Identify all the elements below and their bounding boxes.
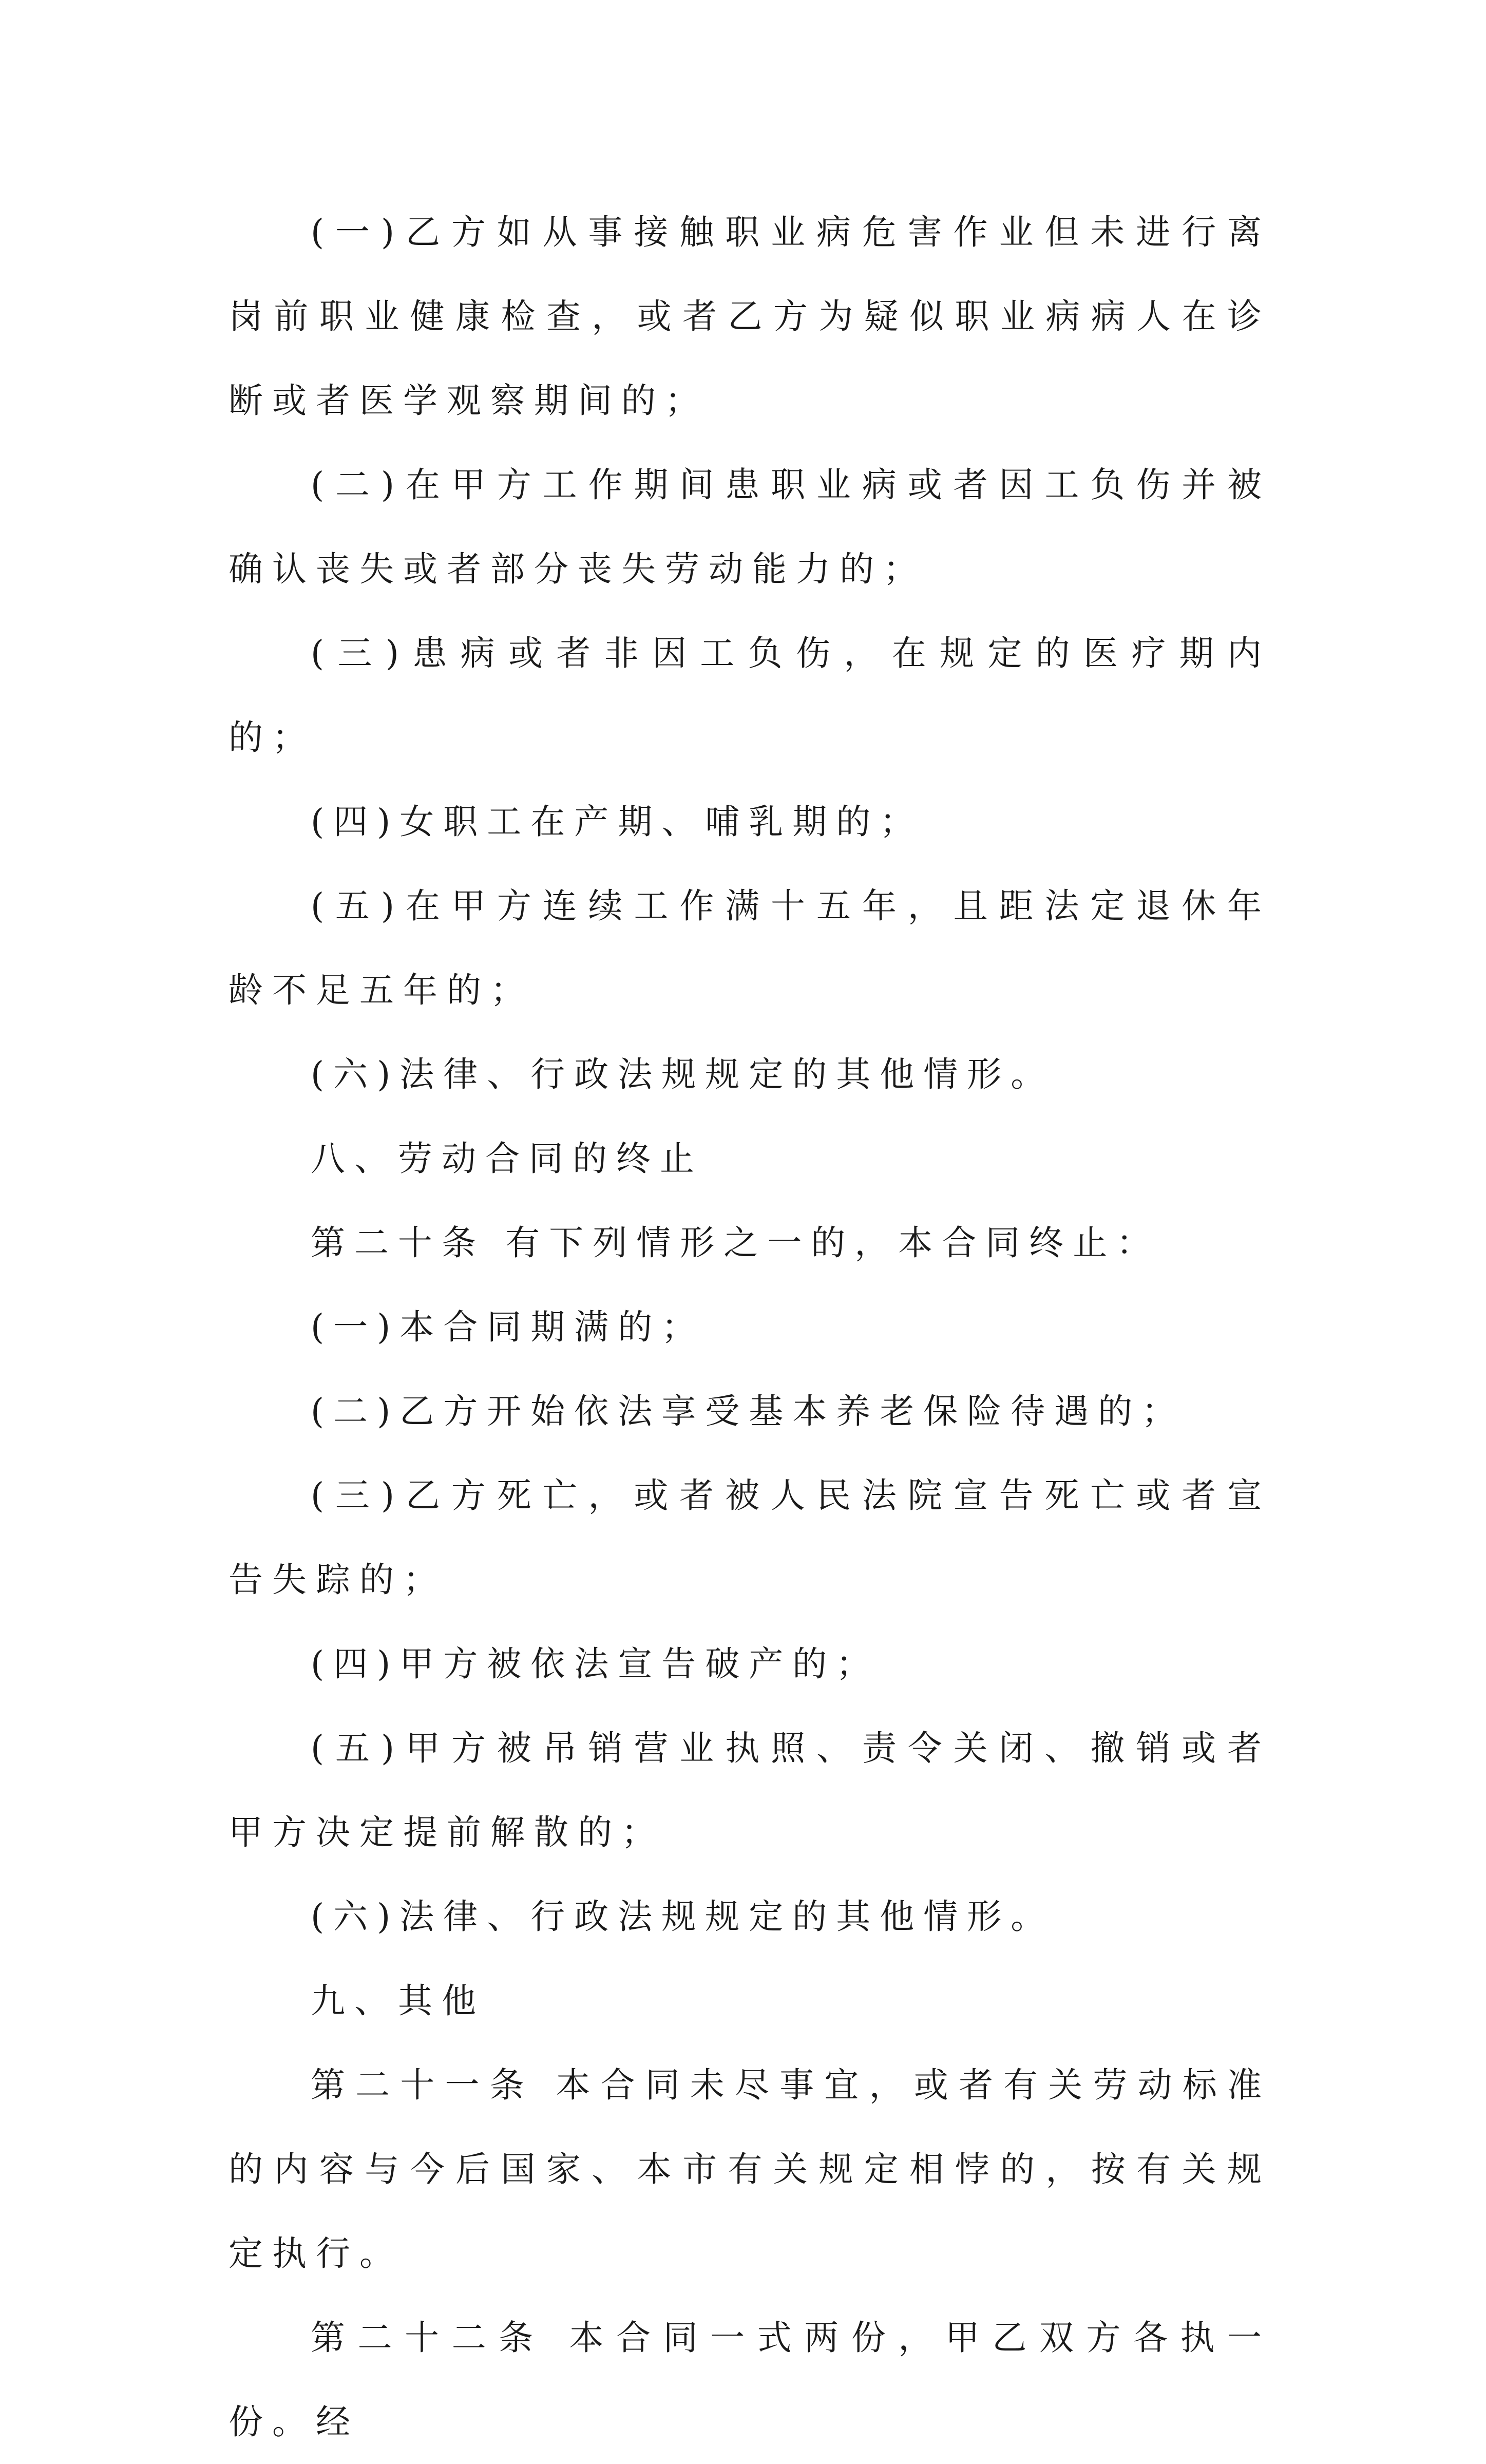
section-heading-termination: 八、劳动合同的终止 [311, 1139, 703, 1179]
section-heading-other: 九、其他 [311, 1981, 485, 2021]
article-21: 第二十一条 本合同未尽事宜，或者有关劳动标准的内容与今后国家、本市有关规定相悖的，按有关规定执行。 [228, 2065, 1271, 2273]
article-20: 第二十条 有下列情形之一的，本合同终止： [311, 1223, 1160, 1263]
paragraph-termination-2: (二)乙方开始依法享受基本养老保险待遇的； [311, 1391, 1186, 1431]
paragraph-clause-3: (三)患病或者非因工负伤，在规定的医疗期内的； [228, 633, 1271, 757]
article-22: 第二十二条 本合同一式两份，甲乙双方各执一份。经 [228, 2318, 1271, 2442]
paragraph-clause-5: (五)在甲方连续工作满十五年，且距法定退休年龄不足五年的； [228, 886, 1271, 1010]
paragraph-clause-6: (六)法律、行政法规规定的其他情形。 [311, 1054, 1055, 1094]
paragraph-termination-4: (四)甲方被依法宣告破产的； [311, 1644, 880, 1684]
paragraph-clause-4: (四)女职工在产期、哺乳期的； [311, 802, 924, 842]
paragraph-clause-1: (一)乙方如从事接触职业病危害作业但未进行离岗前职业健康检查，或者乙方为疑似职业病病人在诊断或者医学观察期间的； [228, 212, 1271, 421]
document-body [228, 190, 1271, 2464]
paragraph-termination-3: (三)乙方死亡，或者被人民法院宣告死亡或者宣告失踪的； [228, 1475, 1271, 1600]
paragraph-termination-1: (一)本合同期满的； [311, 1307, 706, 1347]
paragraph-clause-2: (二)在甲方工作期间患职业病或者因工负伤并被确认丧失或者部分丧失劳动能力的； [228, 465, 1271, 589]
paragraph-termination-6: (六)法律、行政法规规定的其他情形。 [311, 1897, 1055, 1937]
paragraph-termination-5: (五)甲方被吊销营业执照、责令关闭、撤销或者甲方决定提前解散的； [228, 1728, 1271, 1852]
